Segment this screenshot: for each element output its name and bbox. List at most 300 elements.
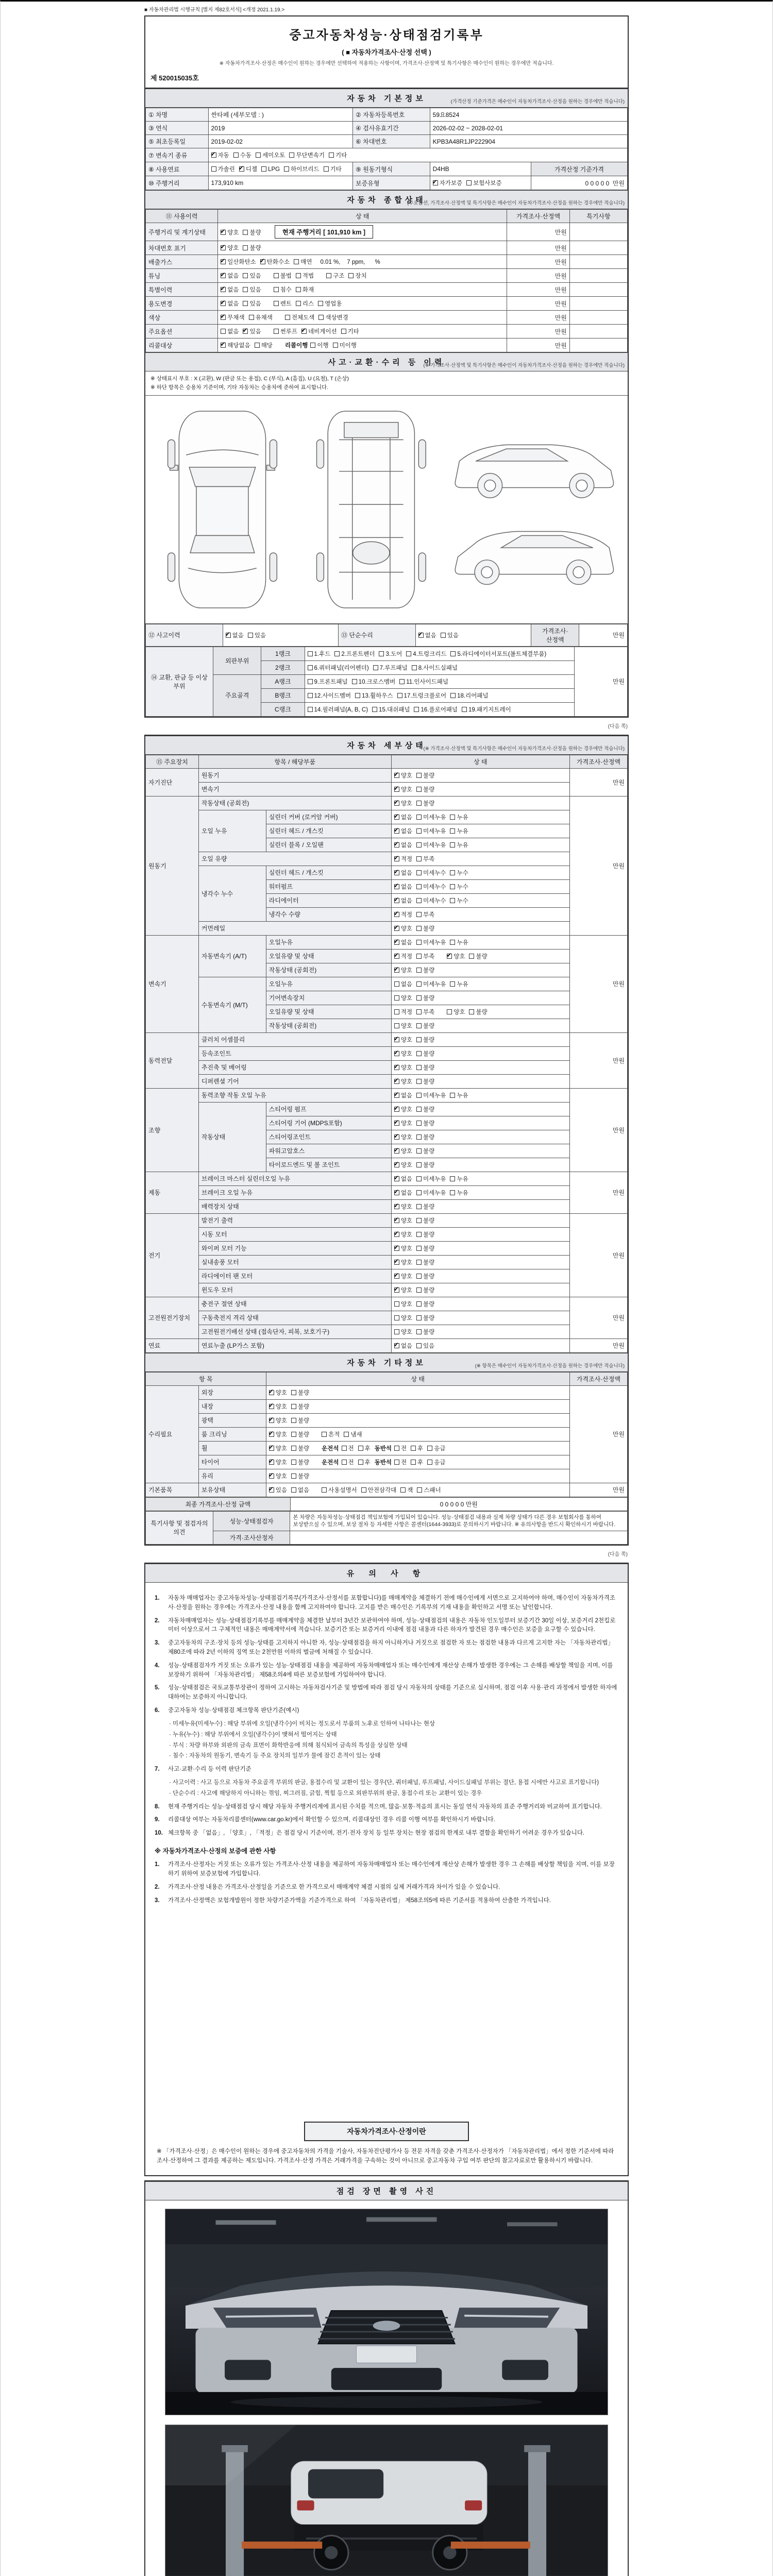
checkbox-option[interactable] (450, 1091, 468, 1099)
checkbox-icon[interactable] (450, 940, 455, 945)
checkbox-icon[interactable] (411, 1446, 416, 1451)
checkbox-icon[interactable] (394, 1218, 399, 1223)
checkbox-option[interactable] (243, 285, 261, 294)
checkbox-option[interactable] (221, 313, 244, 321)
checkbox-option[interactable] (416, 883, 446, 891)
checkbox-icon[interactable] (416, 940, 422, 945)
checkbox-icon[interactable] (416, 884, 422, 889)
checkbox-icon[interactable] (379, 651, 384, 656)
checkbox-icon[interactable] (394, 1023, 399, 1028)
checkbox-option[interactable] (394, 952, 412, 960)
checkbox-icon[interactable] (450, 693, 456, 698)
checkbox-icon[interactable] (334, 651, 340, 656)
checkbox-option[interactable] (221, 299, 239, 308)
checkbox-icon[interactable] (239, 166, 244, 172)
checkbox-icon[interactable] (416, 1134, 422, 1140)
checkbox-option[interactable] (394, 938, 412, 946)
checkbox-option[interactable] (416, 1119, 434, 1127)
checkbox-icon[interactable] (310, 343, 315, 348)
checkbox-icon[interactable] (274, 301, 279, 306)
checkbox-option[interactable] (310, 341, 328, 349)
checkbox-icon[interactable] (308, 651, 313, 656)
checkbox-option[interactable] (394, 1105, 412, 1113)
checkbox-icon[interactable] (447, 954, 452, 959)
checkbox-option[interactable] (318, 313, 348, 321)
checkbox-icon[interactable] (221, 315, 226, 320)
checkbox-option[interactable] (394, 1342, 412, 1350)
checkbox-option[interactable] (361, 1486, 397, 1494)
checkbox-icon[interactable] (416, 1121, 422, 1126)
checkbox-icon[interactable] (394, 898, 399, 903)
checkbox-option[interactable] (416, 1258, 434, 1266)
checkbox-option[interactable] (466, 179, 502, 187)
checkbox-icon[interactable] (394, 1232, 399, 1237)
checkbox-option[interactable] (416, 785, 434, 793)
checkbox-icon[interactable] (416, 1315, 422, 1320)
checkbox-icon[interactable] (308, 693, 313, 698)
checkbox-icon[interactable] (318, 301, 323, 306)
checkbox-option[interactable] (416, 966, 434, 974)
checkbox-icon[interactable] (416, 1162, 422, 1167)
checkbox-icon[interactable] (394, 787, 399, 792)
checkbox-icon[interactable] (416, 1037, 422, 1042)
checkbox-option[interactable] (450, 883, 468, 891)
checkbox-option[interactable] (416, 1300, 434, 1308)
checkbox-option[interactable] (416, 799, 434, 807)
checkbox-icon[interactable] (394, 1190, 399, 1195)
checkbox-option[interactable] (308, 650, 331, 658)
checkbox-option[interactable] (394, 1202, 412, 1211)
checkbox-icon[interactable] (291, 1460, 296, 1465)
checkbox-option[interactable] (372, 705, 410, 714)
checkbox-icon[interactable] (433, 180, 438, 185)
checkbox-option[interactable] (296, 299, 314, 308)
checkbox-option[interactable] (394, 966, 412, 974)
checkbox-option[interactable] (411, 1458, 423, 1466)
checkbox-icon[interactable] (394, 1460, 399, 1465)
checkbox-icon[interactable] (450, 1190, 455, 1195)
checkbox-icon[interactable] (394, 801, 399, 806)
checkbox-option[interactable] (450, 869, 468, 877)
checkbox-icon[interactable] (233, 152, 239, 158)
checkbox-icon[interactable] (269, 1460, 274, 1465)
checkbox-option[interactable] (441, 631, 459, 639)
checkbox-option[interactable] (211, 165, 235, 173)
checkbox-icon[interactable] (256, 152, 261, 158)
checkbox-icon[interactable] (394, 1287, 399, 1293)
checkbox-option[interactable] (450, 1189, 468, 1197)
checkbox-icon[interactable] (269, 1487, 274, 1493)
checkbox-option[interactable] (394, 1189, 412, 1197)
checkbox-option[interactable] (394, 813, 412, 821)
checkbox-icon[interactable] (416, 912, 422, 917)
checkbox-option[interactable] (416, 1091, 446, 1099)
checkbox-option[interactable] (450, 980, 468, 988)
checkbox-icon[interactable] (394, 1162, 399, 1167)
checkbox-icon[interactable] (248, 633, 253, 638)
checkbox-option[interactable] (318, 299, 342, 308)
checkbox-option[interactable] (269, 1444, 287, 1452)
checkbox-option[interactable] (394, 1314, 412, 1322)
checkbox-option[interactable] (416, 771, 434, 779)
checkbox-icon[interactable] (333, 343, 338, 348)
checkbox-option[interactable] (243, 327, 261, 335)
checkbox-option[interactable] (291, 1388, 309, 1397)
checkbox-icon[interactable] (274, 273, 279, 278)
checkbox-icon[interactable] (322, 1432, 327, 1437)
checkbox-option[interactable] (416, 827, 446, 835)
checkbox-icon[interactable] (291, 1390, 296, 1395)
checkbox-option[interactable] (269, 1472, 287, 1480)
checkbox-icon[interactable] (394, 1329, 399, 1334)
checkbox-icon[interactable] (243, 287, 248, 292)
checkbox-icon[interactable] (416, 1079, 422, 1084)
checkbox-option[interactable] (394, 1328, 412, 1336)
checkbox-option[interactable] (348, 272, 366, 280)
checkbox-icon[interactable] (416, 1274, 422, 1279)
checkbox-option[interactable] (394, 1300, 412, 1308)
checkbox-icon[interactable] (226, 633, 231, 638)
checkbox-option[interactable] (329, 151, 347, 159)
checkbox-icon[interactable] (416, 1246, 422, 1251)
checkbox-option[interactable] (416, 1147, 434, 1155)
checkbox-option[interactable] (450, 938, 468, 946)
checkbox-option[interactable] (394, 1022, 412, 1030)
checkbox-option[interactable] (226, 631, 244, 639)
checkbox-icon[interactable] (450, 870, 455, 875)
checkbox-icon[interactable] (447, 1009, 452, 1014)
checkbox-icon[interactable] (372, 707, 377, 712)
checkbox-option[interactable] (394, 1008, 412, 1016)
checkbox-option[interactable] (416, 1202, 434, 1211)
checkbox-option[interactable] (260, 258, 290, 266)
checkbox-icon[interactable] (255, 343, 260, 348)
checkbox-option[interactable] (291, 1486, 309, 1494)
checkbox-option[interactable] (394, 980, 412, 988)
checkbox-icon[interactable] (394, 870, 399, 875)
checkbox-option[interactable] (416, 1328, 434, 1336)
checkbox-option[interactable] (373, 664, 408, 672)
checkbox-icon[interactable] (416, 1065, 422, 1070)
checkbox-icon[interactable] (296, 287, 301, 292)
checkbox-icon[interactable] (427, 1460, 432, 1465)
checkbox-icon[interactable] (243, 245, 248, 250)
checkbox-icon[interactable] (355, 693, 360, 698)
checkbox-option[interactable] (274, 327, 297, 335)
checkbox-icon[interactable] (221, 301, 226, 306)
checkbox-icon[interactable] (221, 230, 226, 235)
checkbox-option[interactable] (418, 631, 436, 639)
checkbox-icon[interactable] (394, 1121, 399, 1126)
checkbox-icon[interactable] (394, 815, 399, 820)
checkbox-icon[interactable] (416, 1329, 422, 1334)
checkbox-option[interactable] (427, 1444, 445, 1452)
checkbox-option[interactable] (416, 1133, 434, 1141)
checkbox-option[interactable] (394, 883, 412, 891)
checkbox-option[interactable] (221, 327, 239, 335)
checkbox-option[interactable] (358, 1444, 371, 1452)
checkbox-option[interactable] (450, 691, 488, 700)
checkbox-icon[interactable] (296, 273, 301, 278)
checkbox-icon[interactable] (416, 981, 422, 987)
checkbox-option[interactable] (221, 228, 239, 236)
checkbox-option[interactable] (308, 664, 369, 672)
checkbox-icon[interactable] (416, 1204, 422, 1209)
checkbox-option[interactable] (394, 896, 412, 905)
checkbox-option[interactable] (211, 151, 229, 159)
checkbox-option[interactable] (221, 285, 239, 294)
checkbox-option[interactable] (416, 1022, 434, 1030)
checkbox-option[interactable] (296, 272, 314, 280)
checkbox-icon[interactable] (394, 1446, 399, 1451)
checkbox-option[interactable] (291, 1416, 309, 1425)
checkbox-option[interactable] (416, 924, 434, 933)
checkbox-icon[interactable] (394, 1093, 399, 1098)
checkbox-option[interactable] (416, 938, 446, 946)
checkbox-icon[interactable] (416, 926, 422, 931)
checkbox-option[interactable] (394, 771, 412, 779)
checkbox-option[interactable] (291, 1430, 309, 1438)
checkbox-option[interactable] (394, 1272, 412, 1280)
checkbox-icon[interactable] (394, 1107, 399, 1112)
checkbox-icon[interactable] (394, 842, 399, 848)
checkbox-icon[interactable] (269, 1446, 274, 1451)
checkbox-icon[interactable] (394, 1134, 399, 1140)
checkbox-option[interactable] (269, 1486, 287, 1494)
checkbox-icon[interactable] (416, 1190, 422, 1195)
checkbox-option[interactable] (469, 952, 487, 960)
checkbox-option[interactable] (308, 705, 368, 714)
checkbox-icon[interactable] (296, 301, 301, 306)
checkbox-icon[interactable] (418, 633, 424, 638)
checkbox-option[interactable] (341, 327, 359, 335)
checkbox-icon[interactable] (289, 152, 294, 158)
checkbox-icon[interactable] (394, 1176, 399, 1181)
checkbox-icon[interactable] (284, 166, 289, 172)
checkbox-option[interactable] (269, 1430, 287, 1438)
checkbox-icon[interactable] (221, 259, 226, 264)
checkbox-option[interactable] (248, 631, 266, 639)
checkbox-option[interactable] (221, 341, 250, 349)
checkbox-option[interactable] (333, 341, 357, 349)
checkbox-icon[interactable] (394, 1260, 399, 1265)
checkbox-option[interactable] (416, 994, 434, 1002)
checkbox-option[interactable] (406, 650, 446, 658)
checkbox-icon[interactable] (416, 773, 422, 778)
checkbox-option[interactable] (324, 165, 342, 173)
checkbox-option[interactable] (291, 1458, 309, 1466)
checkbox-option[interactable] (322, 1430, 340, 1438)
checkbox-icon[interactable] (416, 1232, 422, 1237)
checkbox-icon[interactable] (394, 1051, 399, 1056)
checkbox-option[interactable] (274, 285, 292, 294)
checkbox-icon[interactable] (291, 1432, 296, 1437)
checkbox-icon[interactable] (274, 287, 279, 292)
checkbox-option[interactable] (411, 1444, 423, 1452)
checkbox-icon[interactable] (394, 968, 399, 973)
checkbox-option[interactable] (274, 299, 292, 308)
checkbox-option[interactable] (269, 1458, 287, 1466)
checkbox-option[interactable] (416, 1063, 434, 1072)
checkbox-option[interactable] (291, 1444, 309, 1452)
checkbox-icon[interactable] (394, 1274, 399, 1279)
checkbox-option[interactable] (326, 272, 344, 280)
checkbox-icon[interactable] (394, 1246, 399, 1251)
checkbox-option[interactable] (416, 1175, 446, 1183)
checkbox-option[interactable] (416, 1161, 434, 1169)
checkbox-option[interactable] (416, 1008, 434, 1016)
checkbox-icon[interactable] (243, 301, 248, 306)
checkbox-icon[interactable] (406, 651, 411, 656)
checkbox-icon[interactable] (450, 898, 455, 903)
checkbox-icon[interactable] (308, 665, 313, 670)
checkbox-option[interactable] (416, 1189, 446, 1197)
checkbox-icon[interactable] (294, 259, 299, 264)
checkbox-icon[interactable] (394, 1079, 399, 1084)
checkbox-option[interactable] (285, 313, 314, 321)
checkbox-icon[interactable] (394, 912, 399, 917)
checkbox-option[interactable] (416, 1314, 434, 1322)
checkbox-icon[interactable] (291, 1446, 296, 1451)
checkbox-icon[interactable] (416, 1218, 422, 1223)
checkbox-icon[interactable] (416, 870, 422, 875)
checkbox-icon[interactable] (394, 1343, 399, 1348)
checkbox-option[interactable] (294, 258, 312, 266)
checkbox-option[interactable] (284, 165, 320, 173)
checkbox-icon[interactable] (243, 329, 248, 334)
checkbox-icon[interactable] (394, 981, 399, 987)
checkbox-option[interactable] (394, 1063, 412, 1072)
checkbox-option[interactable] (308, 691, 351, 700)
checkbox-icon[interactable] (394, 1301, 399, 1307)
checkbox-option[interactable] (394, 785, 412, 793)
checkbox-icon[interactable] (348, 273, 354, 278)
checkbox-option[interactable] (394, 1258, 412, 1266)
checkbox-icon[interactable] (211, 166, 216, 172)
checkbox-icon[interactable] (261, 166, 266, 172)
checkbox-option[interactable] (416, 1286, 434, 1294)
checkbox-option[interactable] (322, 1486, 357, 1494)
checkbox-option[interactable] (416, 1077, 434, 1086)
checkbox-option[interactable] (342, 1458, 354, 1466)
checkbox-icon[interactable] (416, 1107, 422, 1112)
checkbox-icon[interactable] (450, 884, 455, 889)
checkbox-icon[interactable] (412, 665, 417, 670)
checkbox-icon[interactable] (416, 1051, 422, 1056)
checkbox-icon[interactable] (221, 343, 226, 348)
checkbox-option[interactable] (342, 1444, 354, 1452)
checkbox-icon[interactable] (324, 166, 329, 172)
checkbox-option[interactable] (412, 664, 458, 672)
checkbox-option[interactable] (394, 910, 412, 919)
checkbox-icon[interactable] (301, 329, 307, 334)
checkbox-option[interactable] (416, 1230, 434, 1239)
checkbox-icon[interactable] (397, 693, 402, 698)
checkbox-icon[interactable] (394, 1009, 399, 1014)
checkbox-option[interactable] (358, 1458, 371, 1466)
checkbox-option[interactable] (308, 677, 348, 686)
checkbox-icon[interactable] (269, 1404, 274, 1409)
checkbox-icon[interactable] (344, 1432, 349, 1437)
checkbox-icon[interactable] (211, 152, 216, 158)
checkbox-option[interactable] (400, 1486, 413, 1494)
checkbox-option[interactable] (394, 1036, 412, 1044)
checkbox-icon[interactable] (322, 1487, 327, 1493)
checkbox-option[interactable] (416, 1342, 434, 1350)
checkbox-option[interactable] (416, 1036, 434, 1044)
checkbox-icon[interactable] (341, 329, 346, 334)
checkbox-option[interactable] (352, 677, 396, 686)
checkbox-option[interactable] (450, 1175, 468, 1183)
checkbox-option[interactable] (450, 650, 546, 658)
checkbox-icon[interactable] (462, 707, 467, 712)
checkbox-icon[interactable] (416, 1023, 422, 1028)
checkbox-option[interactable] (394, 855, 412, 863)
checkbox-option[interactable] (450, 841, 468, 849)
checkbox-icon[interactable] (450, 651, 456, 656)
checkbox-option[interactable] (233, 151, 251, 159)
checkbox-option[interactable] (462, 705, 511, 714)
checkbox-icon[interactable] (394, 954, 399, 959)
checkbox-icon[interactable] (416, 1148, 422, 1154)
checkbox-option[interactable] (221, 272, 239, 280)
checkbox-icon[interactable] (394, 926, 399, 931)
checkbox-option[interactable] (221, 258, 256, 266)
checkbox-option[interactable] (394, 1444, 407, 1452)
checkbox-icon[interactable] (291, 1487, 296, 1493)
checkbox-option[interactable] (355, 691, 393, 700)
checkbox-option[interactable] (416, 910, 434, 919)
checkbox-option[interactable] (416, 1244, 434, 1252)
checkbox-icon[interactable] (269, 1390, 274, 1395)
checkbox-icon[interactable] (326, 273, 331, 278)
checkbox-option[interactable] (394, 1161, 412, 1169)
checkbox-option[interactable] (447, 952, 465, 960)
checkbox-icon[interactable] (243, 273, 248, 278)
checkbox-icon[interactable] (416, 1301, 422, 1307)
checkbox-option[interactable] (255, 341, 273, 349)
checkbox-option[interactable] (394, 1244, 412, 1252)
checkbox-icon[interactable] (416, 856, 422, 861)
checkbox-option[interactable] (239, 165, 257, 173)
checkbox-option[interactable] (269, 1402, 287, 1411)
checkbox-icon[interactable] (416, 898, 422, 903)
checkbox-option[interactable] (274, 272, 292, 280)
checkbox-icon[interactable] (416, 995, 422, 1001)
checkbox-option[interactable] (269, 1388, 287, 1397)
checkbox-icon[interactable] (342, 1446, 347, 1451)
checkbox-option[interactable] (427, 1458, 445, 1466)
checkbox-option[interactable] (291, 1402, 309, 1411)
checkbox-option[interactable] (394, 1175, 412, 1183)
checkbox-option[interactable] (243, 228, 261, 236)
checkbox-icon[interactable] (450, 815, 455, 820)
checkbox-icon[interactable] (414, 707, 419, 712)
checkbox-option[interactable] (450, 827, 468, 835)
checkbox-icon[interactable] (450, 1093, 455, 1098)
checkbox-option[interactable] (416, 952, 434, 960)
checkbox-icon[interactable] (416, 1009, 422, 1014)
checkbox-icon[interactable] (394, 828, 399, 834)
checkbox-option[interactable] (394, 1077, 412, 1086)
checkbox-icon[interactable] (399, 679, 405, 684)
checkbox-option[interactable] (394, 869, 412, 877)
checkbox-option[interactable] (334, 650, 375, 658)
checkbox-option[interactable] (450, 813, 468, 821)
checkbox-icon[interactable] (416, 1287, 422, 1293)
checkbox-icon[interactable] (416, 801, 422, 806)
checkbox-option[interactable] (469, 1008, 487, 1016)
